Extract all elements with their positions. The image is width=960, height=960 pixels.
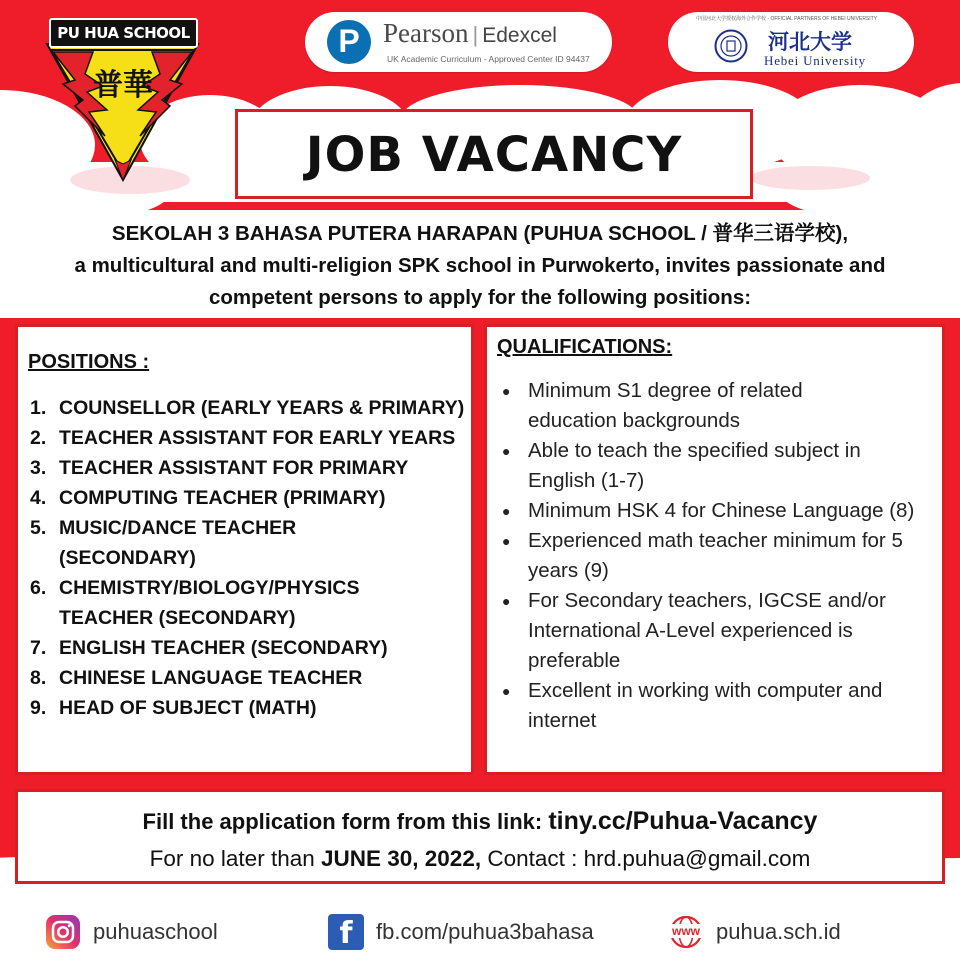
qualification-text: Excellent in working with computer and internet	[528, 679, 883, 732]
facebook-link[interactable]	[328, 912, 594, 952]
deadline-line	[18, 846, 942, 872]
edexcel-label: Edexcel	[482, 24, 557, 47]
list-item	[30, 423, 470, 453]
list-item	[30, 393, 470, 423]
bullet-icon: ●	[502, 593, 511, 609]
bullet-icon: ●	[502, 443, 511, 459]
positions-list	[30, 393, 470, 723]
list-item	[499, 526, 939, 586]
position-title: TEACHER ASSISTANT FOR PRIMARY	[59, 457, 409, 479]
pearson-divider: |	[472, 22, 479, 47]
list-item	[499, 376, 939, 436]
position-number: 7.	[30, 637, 47, 659]
bullet-icon: ●	[502, 383, 511, 399]
bullet-icon: ●	[502, 503, 511, 519]
list-item	[499, 496, 939, 526]
position-title: COMPUTING TEACHER (PRIMARY)	[59, 487, 386, 509]
deadline-prefix: For no later than	[149, 846, 321, 871]
position-title: CHINESE LANGUAGE TEACHER	[59, 667, 363, 689]
instagram-icon	[45, 914, 81, 950]
footer	[0, 904, 960, 960]
qualifications-panel	[484, 324, 945, 775]
bullet-icon: ●	[502, 683, 511, 699]
application-prefix: Fill the application form from this link:	[142, 809, 549, 834]
intro-line-3: competent persons to apply for the following positions:	[208, 286, 752, 309]
application-link[interactable]: tiny.cc/Puhua-Vacancy	[548, 807, 818, 835]
qualifications-heading: QUALIFICATIONS:	[497, 336, 673, 358]
pearson-logo-icon: P	[327, 20, 371, 64]
qualification-text: Minimum S1 degree of related education backgrounds	[528, 379, 803, 432]
intro-line-1: SEKOLAH 3 BAHASA PUTERA HARAPAN (PUHUA SCHOOL / 普华三语学校),	[111, 222, 849, 245]
positions-panel	[15, 324, 474, 775]
pearson-title	[383, 18, 557, 49]
school-logo-name: PU HUA SCHOOL	[49, 18, 198, 48]
pearson-brand: Pearson	[383, 18, 469, 48]
school-logo	[45, 12, 200, 182]
facebook-icon: f	[328, 914, 364, 950]
pearson-edexcel-badge	[305, 12, 612, 72]
www-label: www	[666, 924, 706, 938]
hebei-seal-icon	[714, 29, 748, 63]
list-item	[30, 453, 470, 483]
position-number: 6.	[30, 577, 47, 599]
school-logo-chars: 普華	[93, 68, 153, 103]
application-box	[15, 789, 945, 884]
position-number: 2.	[30, 427, 47, 449]
qualification-text: Experienced math teacher minimum for 5 years (9)	[528, 529, 903, 582]
position-title: TEACHER ASSISTANT FOR EARLY YEARS	[59, 427, 456, 449]
instagram-link[interactable]	[45, 912, 218, 952]
position-title: HEAD OF SUBJECT (MATH)	[59, 697, 317, 719]
website-link[interactable]	[668, 912, 841, 952]
deadline-date: JUNE 30, 2022,	[320, 846, 482, 871]
intro-line-2: a multicultural and multi-religion SPK school in Purwokerto, invites passionate and	[74, 254, 886, 277]
website-url: puhua.sch.id	[716, 919, 841, 944]
list-item	[30, 633, 470, 663]
positions-heading: POSITIONS :	[28, 351, 150, 373]
instagram-handle: puhuaschool	[93, 919, 218, 944]
hebei-partner-line: 中国河北大学授权海外合作学校 · OFFICIAL PARTNERS OF HEBEI UNIVERSITY	[696, 16, 878, 22]
position-number: 3.	[30, 457, 47, 479]
list-item	[30, 573, 470, 633]
hebei-university-badge	[668, 12, 914, 72]
position-title: MUSIC/DANCE TEACHER (SECONDARY)	[59, 517, 297, 569]
page-title: JOB VACANCY	[305, 127, 683, 183]
bullet-icon: ●	[502, 533, 511, 549]
qualification-text: Minimum HSK 4 for Chinese Language (8)	[528, 499, 915, 522]
list-item	[30, 513, 470, 573]
list-item	[499, 676, 939, 736]
facebook-handle: fb.com/puhua3bahasa	[376, 919, 594, 944]
title-box	[235, 109, 753, 199]
qualifications-list	[499, 376, 939, 736]
position-number: 5.	[30, 517, 47, 539]
pearson-subline: UK Academic Curriculum - Approved Center ID 94437	[387, 54, 590, 64]
hebei-name-cn: 河北大学	[768, 29, 852, 54]
contact-email[interactable]: Contact : hrd.puhua@gmail.com	[481, 846, 811, 871]
position-title: COUNSELLOR (EARLY YEARS & PRIMARY)	[59, 397, 465, 419]
list-item	[499, 586, 939, 676]
application-line	[18, 807, 942, 836]
position-number: 4.	[30, 487, 47, 509]
position-number: 9.	[30, 697, 47, 719]
list-item	[499, 436, 939, 496]
www-globe-icon	[668, 914, 704, 950]
position-number: 8.	[30, 667, 47, 689]
hebei-name-en: Hebei University	[764, 53, 866, 68]
intro-text	[0, 210, 960, 318]
list-item	[30, 693, 470, 723]
qualification-text: Able to teach the specified subject in English (1-7)	[528, 439, 861, 492]
qualification-text: For Secondary teachers, IGCSE and/or International A-Level experienced is preferable	[528, 589, 886, 672]
position-number: 1.	[30, 397, 47, 419]
list-item	[30, 483, 470, 513]
position-title: CHEMISTRY/BIOLOGY/PHYSICS TEACHER (SECONDARY)	[59, 577, 360, 629]
list-item	[30, 663, 470, 693]
position-title: ENGLISH TEACHER (SECONDARY)	[59, 637, 388, 659]
